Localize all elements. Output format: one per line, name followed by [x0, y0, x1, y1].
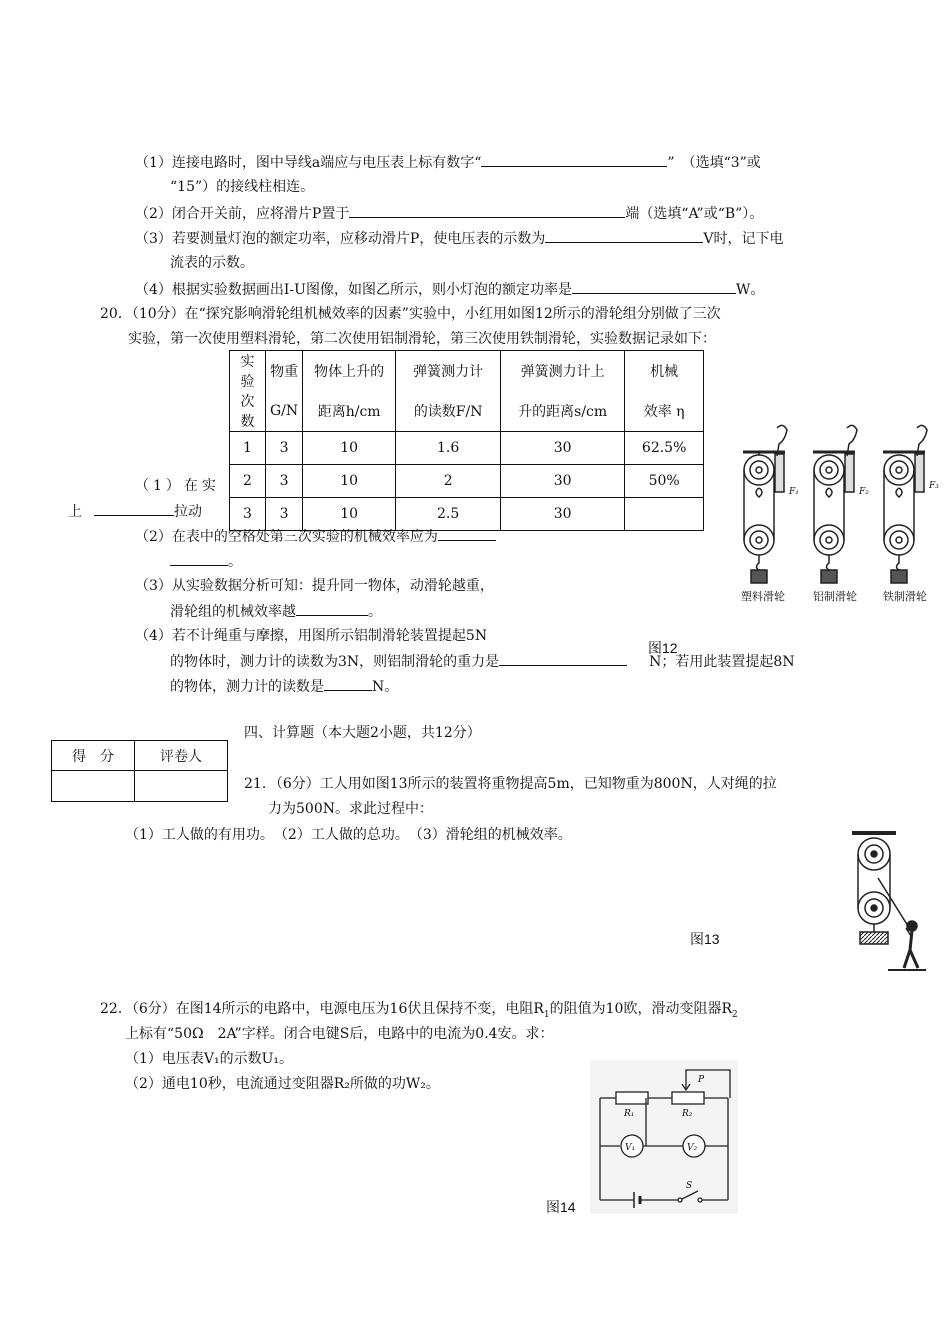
circuit-figure-14: [590, 1060, 738, 1214]
q20-part4: （4）若不计绳重与摩擦，用图所示铝制滑轮装置提起5N: [135, 628, 488, 644]
pulley-figure-13: [848, 828, 928, 973]
q20-part3-cont: 滑轮组的机械效率越 。: [170, 601, 382, 622]
table-header-row: 实验 物重 物体上升的 弹簧测力计 弹簧测力计上 机械: [230, 351, 704, 392]
figure-13-caption: 图13: [690, 931, 720, 947]
table-row: 3 3 10 2.5 30: [230, 498, 704, 531]
q20-part2: （2）在表中的空格处第三次实验的机械效率应为: [135, 526, 496, 547]
q22-part1: （1）电压表V₁的示数U₁。: [125, 1051, 294, 1067]
r1-label: R₁: [624, 1109, 635, 1119]
answer-blank[interactable]: [545, 228, 703, 243]
table-header-row: 次数 G/N 距离h/cm 的读数F/N 升的距离s/cm 效率 η: [230, 391, 704, 432]
figure-12-caption: 图12: [648, 640, 678, 656]
score-field[interactable]: [52, 771, 135, 802]
answer-blank[interactable]: [349, 203, 625, 218]
q20-part1: （1）在实: [135, 478, 220, 494]
fig-label-plastic: 塑料滑轮: [741, 590, 785, 603]
q19-part1: （1）连接电路时，图中导线a端应与电压表上标有数字“ ” （选填“3”或: [135, 152, 761, 173]
q22-text: 22．（6分）在图14所示的电路中，电源电压为16伏且保持不变，电阻$R_1$的阻值为10欧，滑动变阻器$R_2$: [100, 1001, 738, 1020]
force-label: F₁: [789, 487, 799, 497]
fig-label-aluminum: 铝制滑轮: [813, 590, 857, 603]
experiment-table: [229, 350, 704, 531]
v1-label: V₁: [625, 1143, 636, 1153]
score-box: [51, 740, 228, 802]
q19-part1-cont: “15”）的接线柱相连。: [170, 179, 315, 195]
q21-parts: （1）工人做的有用功。 （2）工人做的总功。 （3）滑轮组的机械效率。: [125, 827, 572, 843]
q20-part2-cont: 。: [170, 551, 242, 572]
slider-label: P: [698, 1075, 705, 1085]
answer-cell[interactable]: [625, 498, 704, 531]
force-label: F₂: [859, 487, 869, 497]
grader-field[interactable]: [135, 771, 228, 802]
force-label: F₃: [929, 481, 939, 491]
q22-part2: （2）通电10秒，电流通过变阻器R₂所做的功W₂。: [125, 1076, 440, 1092]
q19-part3-cont: 流表的示数。: [170, 255, 254, 271]
q21-text: 21．（6分）工人用如图13所示的装置将重物提高5m，已知物重为800N，人对绳的拉: [244, 776, 777, 792]
answer-blank[interactable]: [296, 601, 368, 616]
section-title: 四、计算题（本大题2小题，共12分）: [244, 725, 481, 741]
q20-intro-cont: 实验，第一次使用塑料滑轮，第二次使用铝制滑轮，第三次使用铁制滑轮，实验数据记录如下：: [128, 331, 716, 347]
table-row: 1 3 10 1.6 30 62.5%: [230, 432, 704, 465]
r2-label: R₂: [682, 1109, 693, 1119]
fig-label-iron: 铁制滑轮: [883, 590, 927, 603]
q19-part4: （4）根据实验数据画出I-U图像，如图乙所示，则小灯泡的额定功率是 W。: [135, 279, 764, 300]
q19-part3: （3）若要测量灯泡的额定功率，应移动滑片P，使电压表的示数为 V时，记下电: [135, 228, 783, 249]
answer-blank[interactable]: [324, 676, 372, 691]
q19-part2: （2）闭合开关前，应将滑片P置于 端（选填“A”或“B”）。: [135, 203, 763, 224]
switch-label: S: [686, 1181, 693, 1191]
q21-text-cont: 力为500N。求此过程中：: [268, 801, 433, 817]
answer-blank[interactable]: [499, 651, 627, 666]
q22-text-cont: 上标有“50Ω 2A”字样。闭合电键S后，电路中的电流为0.4安。求：: [125, 1026, 554, 1042]
q20-intro: 20．（10分）在“探究影响滑轮组机械效率的因素”实验中，小红用如图12所示的滑轮组分别做了三次: [100, 306, 721, 322]
q20-part4-cont2: 的物体，测力计的读数是 N。: [170, 676, 398, 697]
table-row: 2 3 10 2 30 50%: [230, 465, 704, 498]
q20-part1-cont: 上 拉动: [68, 501, 202, 522]
v2-label: V₂: [687, 1143, 698, 1153]
pulley-figure-12: [735, 420, 945, 605]
figure-14-caption: 图14: [546, 1199, 576, 1215]
answer-blank[interactable]: [170, 551, 228, 566]
answer-blank[interactable]: [94, 501, 174, 516]
answer-blank[interactable]: [438, 526, 496, 541]
score-label: 得 分: [52, 741, 135, 771]
q20-part3: （3）从实验数据分析可知：提升同一物体，动滑轮越重，: [135, 578, 494, 594]
grader-label: 评卷人: [135, 741, 228, 771]
q20-part4-cont: 的物体时，测力计的读数为3N，则铝制滑轮的重力是 N；若用此装置提起8N: [170, 651, 795, 672]
answer-blank[interactable]: [572, 279, 736, 294]
answer-blank[interactable]: [481, 152, 667, 167]
